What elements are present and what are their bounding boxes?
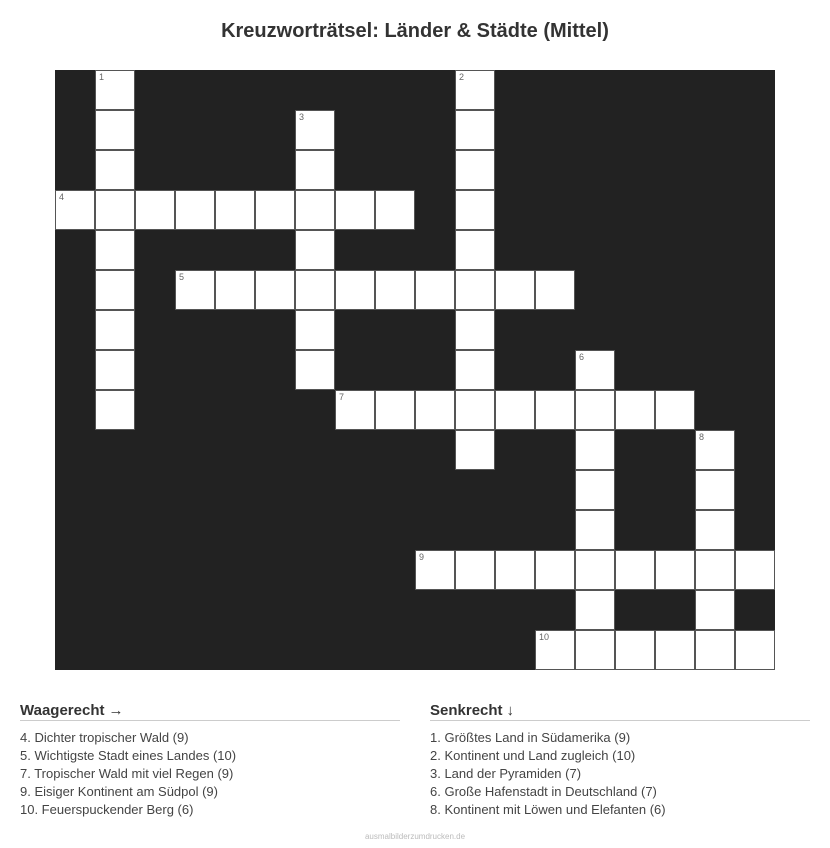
grid-cell[interactable] — [255, 270, 295, 310]
clue-across-5: 5. Wichtigste Stadt eines Landes (10) — [20, 748, 237, 763]
grid-cell[interactable] — [335, 190, 375, 230]
arrow-right-icon: → — [108, 702, 124, 719]
grid-cell[interactable] — [215, 190, 255, 230]
clue-number: 3 — [299, 112, 305, 122]
grid-cell[interactable] — [55, 190, 95, 230]
grid-cell[interactable] — [415, 550, 455, 590]
across-clue-list — [20, 729, 400, 819]
grid-cell[interactable] — [95, 310, 135, 350]
clue-down-3: 3. Land der Pyramiden (7) — [430, 766, 582, 781]
grid-cell[interactable] — [655, 630, 695, 670]
clue-number: 7 — [339, 392, 345, 402]
down-clues-panel — [430, 702, 810, 819]
clue-number: 10 — [539, 632, 550, 642]
clue-down-8: 8. Kontinent mit Löwen und Elefanten (6) — [430, 802, 666, 817]
grid-cell[interactable] — [135, 190, 175, 230]
grid-cell[interactable] — [175, 270, 215, 310]
grid-cell[interactable] — [655, 390, 695, 430]
clue-down-2: 2. Kontinent und Land zugleich (10) — [430, 748, 636, 763]
grid-cell[interactable] — [575, 590, 615, 630]
grid-cell[interactable] — [255, 190, 295, 230]
grid-cell[interactable] — [535, 270, 575, 310]
grid-cell[interactable] — [575, 630, 615, 670]
grid-cell[interactable] — [415, 390, 455, 430]
down-clue-list — [430, 729, 810, 819]
grid-cell[interactable] — [535, 390, 575, 430]
grid-cell[interactable] — [735, 630, 775, 670]
clue-number: 4 — [59, 192, 65, 202]
grid-cell[interactable] — [535, 630, 575, 670]
grid-cell[interactable] — [95, 150, 135, 190]
grid-cell[interactable] — [215, 270, 255, 310]
grid-cell[interactable] — [295, 230, 335, 270]
clue-down-1: 1. Größtes Land in Südamerika (9) — [430, 730, 631, 745]
grid-cell[interactable] — [695, 550, 735, 590]
grid-cell[interactable] — [95, 230, 135, 270]
grid-cell[interactable] — [615, 390, 655, 430]
grid-cell[interactable] — [455, 310, 495, 350]
grid-cell[interactable] — [95, 190, 135, 230]
crossword-grid — [55, 70, 775, 670]
grid-cell[interactable] — [735, 550, 775, 590]
grid-cell[interactable] — [695, 590, 735, 630]
clue-number: 8 — [699, 432, 705, 442]
grid-cell[interactable] — [495, 270, 535, 310]
grid-cell[interactable] — [295, 190, 335, 230]
grid-cell[interactable] — [95, 350, 135, 390]
grid-cell[interactable] — [695, 430, 735, 470]
clue-across-7: 7. Tropischer Wald mit viel Regen (9) — [20, 766, 234, 781]
grid-cell[interactable] — [375, 390, 415, 430]
grid-cell[interactable] — [415, 270, 455, 310]
grid-cell[interactable] — [695, 470, 735, 510]
grid-cell[interactable] — [695, 630, 735, 670]
grid-cell[interactable] — [575, 510, 615, 550]
clue-across-4: 4. Dichter tropischer Wald (9) — [20, 730, 189, 745]
grid-cell[interactable] — [495, 390, 535, 430]
grid-cell[interactable] — [295, 310, 335, 350]
grid-cell[interactable] — [495, 550, 535, 590]
grid-cell[interactable] — [455, 270, 495, 310]
grid-cell[interactable] — [175, 190, 215, 230]
clue-across-10: 10. Feuerspuckender Berg (6) — [20, 802, 194, 817]
grid-cell[interactable] — [455, 110, 495, 150]
clue-across-9: 9. Eisiger Kontinent am Südpol (9) — [20, 784, 218, 799]
grid-cell[interactable] — [535, 550, 575, 590]
grid-cell[interactable] — [95, 270, 135, 310]
grid-cell[interactable] — [615, 550, 655, 590]
down-heading-label: Senkrecht — [430, 702, 503, 719]
grid-cell[interactable] — [295, 150, 335, 190]
clue-number: 1 — [99, 72, 105, 82]
page-title: Kreuzworträtsel: Länder & Städte (Mittel) — [221, 20, 609, 42]
across-clues-panel — [20, 702, 400, 819]
grid-cell[interactable] — [655, 550, 695, 590]
grid-cell[interactable] — [455, 430, 495, 470]
grid-cell[interactable] — [335, 390, 375, 430]
arrow-down-icon: ↓ — [506, 702, 515, 719]
clue-number: 5 — [179, 272, 185, 282]
grid-cell[interactable] — [295, 110, 335, 150]
grid-cell[interactable] — [575, 470, 615, 510]
grid-cell[interactable] — [295, 350, 335, 390]
grid-cell[interactable] — [455, 150, 495, 190]
grid-cell[interactable] — [695, 510, 735, 550]
grid-cell[interactable] — [95, 70, 135, 110]
grid-cell[interactable] — [455, 390, 495, 430]
clue-number: 6 — [579, 352, 585, 362]
grid-cell[interactable] — [575, 550, 615, 590]
grid-cell[interactable] — [615, 630, 655, 670]
across-heading — [20, 702, 400, 721]
grid-cell[interactable] — [295, 270, 335, 310]
down-heading — [430, 702, 810, 721]
grid-cell[interactable] — [455, 550, 495, 590]
grid-cell[interactable] — [455, 190, 495, 230]
grid-cell[interactable] — [575, 390, 615, 430]
grid-cell[interactable] — [375, 270, 415, 310]
grid-cell[interactable] — [575, 430, 615, 470]
grid-cell[interactable] — [455, 230, 495, 270]
clue-down-6: 6. Große Hafenstadt in Deutschland (7) — [430, 784, 657, 799]
grid-cell[interactable] — [455, 350, 495, 390]
across-heading-label: Waagerecht — [20, 702, 105, 719]
grid-cell[interactable] — [375, 190, 415, 230]
clue-number: 9 — [419, 552, 425, 562]
grid-cell[interactable] — [575, 350, 615, 390]
grid-cell[interactable] — [335, 270, 375, 310]
grid-cell[interactable] — [95, 390, 135, 430]
clue-number: 2 — [459, 72, 465, 82]
grid-cell[interactable] — [95, 110, 135, 150]
grid-cell[interactable] — [455, 70, 495, 110]
footer-credit: ausmalbilderzumdrucken.de — [364, 832, 466, 841]
